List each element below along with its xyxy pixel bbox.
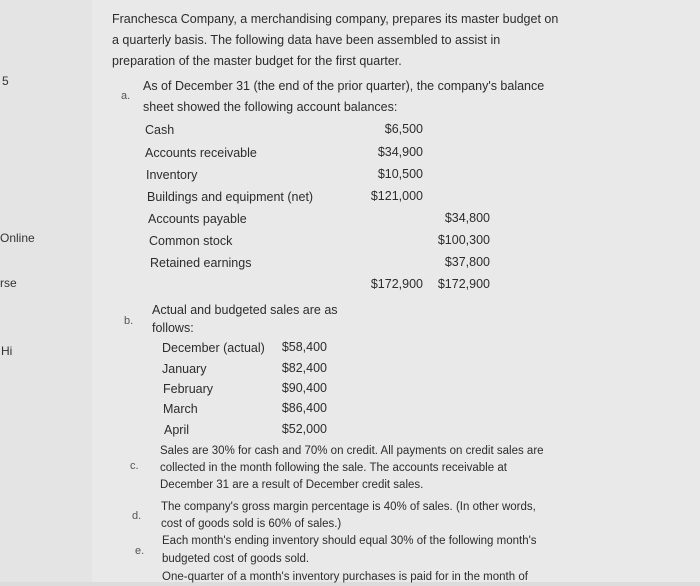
intro-line: Franchesca Company, a merchandising company, prepares its master budget on xyxy=(112,12,559,26)
total-credit: $172,900 xyxy=(437,277,490,291)
account-name: Buildings and equipment (net) xyxy=(147,190,314,204)
account-name: Cash xyxy=(145,123,175,137)
b-line: follows: xyxy=(152,321,194,335)
intro-line: preparation of the master budget for the first quarter. xyxy=(112,54,402,68)
account-credit: $34,800 xyxy=(444,211,490,225)
account-debit: $10,500 xyxy=(377,167,423,181)
sidebar-fragment-top: 5 xyxy=(2,74,9,88)
d-line: The company's gross margin percentage is 40% of sales. (In other words, xyxy=(161,501,536,513)
sales-month: December (actual) xyxy=(162,341,265,355)
e-line: budgeted cost of goods sold. xyxy=(162,553,310,565)
account-debit: $34,900 xyxy=(377,145,423,159)
b-line: Actual and budgeted sales are as xyxy=(152,303,338,317)
document-page xyxy=(92,0,700,582)
item-label-e: e. xyxy=(135,545,145,557)
account-credit: $37,800 xyxy=(444,255,490,269)
sales-amount: $86,400 xyxy=(281,401,327,415)
sidebar-fragment-hi: Hi xyxy=(1,344,13,358)
f-line: One-quarter of a month's inventory purchases is paid for in the month of xyxy=(162,571,528,583)
a-line: sheet showed the following account balances: xyxy=(143,100,398,114)
account-credit: $100,300 xyxy=(437,233,490,247)
intro-line: a quarterly basis. The following data have been assembled to assist in xyxy=(112,33,501,47)
account-name: Common stock xyxy=(149,234,233,248)
account-debit: $6,500 xyxy=(384,122,423,136)
account-debit: $121,000 xyxy=(370,189,423,203)
c-line: collected in the month following the sale. The accounts receivable at xyxy=(160,462,507,474)
item-label-d: d. xyxy=(132,510,142,522)
sidebar-course-link[interactable]: rse xyxy=(0,276,17,290)
c-line: Sales are 30% for cash and 70% on credit. All payments on credit sales are xyxy=(160,445,544,457)
c-line: December 31 are a result of December credit sales. xyxy=(160,479,424,491)
sidebar xyxy=(0,0,92,582)
sales-month: April xyxy=(164,423,190,437)
sidebar-online-link[interactable]: Online xyxy=(0,231,35,245)
item-label-a: a. xyxy=(121,90,131,102)
account-name: Accounts payable xyxy=(148,212,247,226)
item-label-c: c. xyxy=(130,460,139,472)
item-label-b: b. xyxy=(124,315,134,327)
total-debit: $172,900 xyxy=(370,277,423,291)
sales-amount: $90,400 xyxy=(281,381,327,395)
sales-month: January xyxy=(162,362,207,376)
sales-amount: $82,400 xyxy=(281,361,327,375)
sales-month: February xyxy=(163,382,214,396)
sales-month: March xyxy=(163,402,198,416)
account-name: Accounts receivable xyxy=(145,146,257,160)
e-line: Each month's ending inventory should equal 30% of the following month's xyxy=(162,535,537,547)
d-line: cost of goods sold is 60% of sales.) xyxy=(161,518,342,530)
sales-amount: $52,000 xyxy=(281,422,327,436)
account-name: Inventory xyxy=(146,168,198,182)
account-name: Retained earnings xyxy=(150,256,252,270)
sales-amount: $58,400 xyxy=(281,340,327,354)
a-line: As of December 31 (the end of the prior quarter), the company's balance xyxy=(143,79,545,93)
